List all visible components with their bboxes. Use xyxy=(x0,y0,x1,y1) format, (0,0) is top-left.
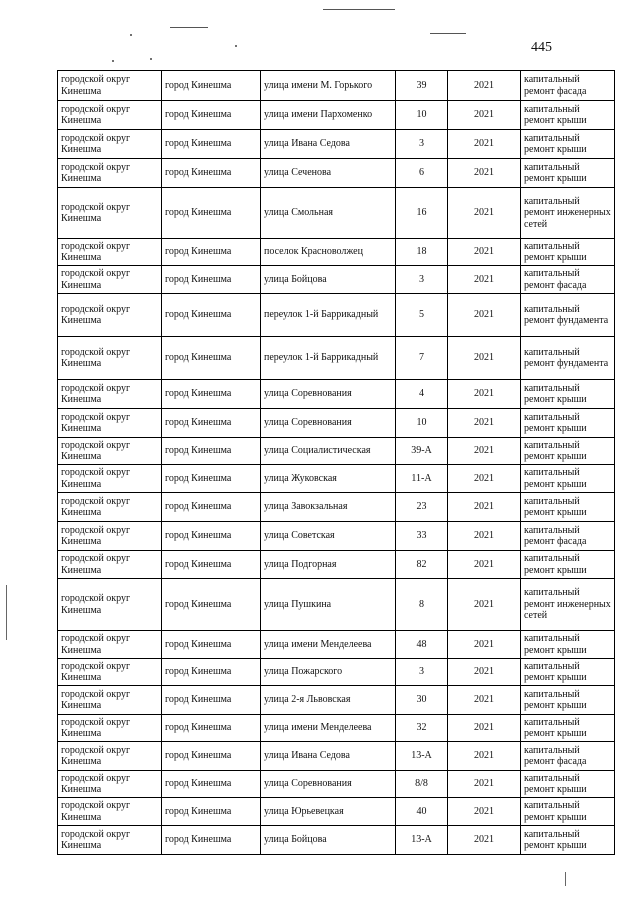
house-number-cell: 8/8 xyxy=(396,771,448,798)
year-cell: 2021 xyxy=(448,826,521,855)
city-cell: город Кинешма xyxy=(162,266,261,294)
city-cell: город Кинешма xyxy=(162,659,261,686)
table-row xyxy=(58,266,615,294)
street-cell: улица Пушкина xyxy=(261,579,396,631)
house-number-cell: 23 xyxy=(396,493,448,522)
district-cell: городской округ Кинешма xyxy=(58,188,162,239)
table-row xyxy=(58,522,615,551)
scan-artifact-line xyxy=(430,33,466,34)
table-row xyxy=(58,188,615,239)
street-cell: улица 2-я Львовская xyxy=(261,686,396,715)
repair-type-cell: капитальный ремонт крыши xyxy=(521,159,615,188)
city-cell: город Кинешма xyxy=(162,771,261,798)
street-cell: улица имени Менделеева xyxy=(261,631,396,659)
house-number-cell: 40 xyxy=(396,798,448,826)
repair-type-cell: капитальный ремонт крыши xyxy=(521,380,615,409)
city-cell: город Кинешма xyxy=(162,551,261,579)
district-cell: городской округ Кинешма xyxy=(58,438,162,465)
year-cell: 2021 xyxy=(448,188,521,239)
street-cell: улица Ивана Седова xyxy=(261,130,396,159)
city-cell: город Кинешма xyxy=(162,826,261,855)
table-row xyxy=(58,715,615,742)
street-cell: улица Соревнования xyxy=(261,380,396,409)
repair-type-cell: капитальный ремонт крыши xyxy=(521,631,615,659)
district-cell: городской округ Кинешма xyxy=(58,771,162,798)
year-cell: 2021 xyxy=(448,798,521,826)
house-number-cell: 39-А xyxy=(396,438,448,465)
house-number-cell: 18 xyxy=(396,239,448,266)
repair-type-cell: капитальный ремонт крыши xyxy=(521,409,615,438)
district-cell: городской округ Кинешма xyxy=(58,579,162,631)
district-cell: городской округ Кинешма xyxy=(58,266,162,294)
repair-type-cell: капитальный ремонт крыши xyxy=(521,101,615,130)
house-number-cell: 6 xyxy=(396,159,448,188)
table-row xyxy=(58,294,615,337)
street-cell: улица имени Менделеева xyxy=(261,715,396,742)
street-cell: поселок Красноволжец xyxy=(261,239,396,266)
house-number-cell: 16 xyxy=(396,188,448,239)
table-row xyxy=(58,551,615,579)
year-cell: 2021 xyxy=(448,337,521,380)
city-cell: город Кинешма xyxy=(162,239,261,266)
street-cell: переулок 1-й Баррикадный xyxy=(261,294,396,337)
city-cell: город Кинешма xyxy=(162,715,261,742)
city-cell: город Кинешма xyxy=(162,493,261,522)
district-cell: городской округ Кинешма xyxy=(58,239,162,266)
repair-type-cell: капитальный ремонт крыши xyxy=(521,826,615,855)
district-cell: городской округ Кинешма xyxy=(58,159,162,188)
district-cell: городской округ Кинешма xyxy=(58,465,162,493)
house-number-cell: 39 xyxy=(396,71,448,101)
repair-type-cell: капитальный ремонт крыши xyxy=(521,659,615,686)
city-cell: город Кинешма xyxy=(162,188,261,239)
city-cell: город Кинешма xyxy=(162,380,261,409)
city-cell: город Кинешма xyxy=(162,337,261,380)
street-cell: улица Бойцова xyxy=(261,826,396,855)
repair-type-cell: капитальный ремонт крыши xyxy=(521,493,615,522)
year-cell: 2021 xyxy=(448,631,521,659)
table-row xyxy=(58,159,615,188)
scan-artifact-vline xyxy=(6,585,7,640)
repair-type-cell: капитальный ремонт фасада xyxy=(521,522,615,551)
city-cell: город Кинешма xyxy=(162,101,261,130)
street-cell: улица Бойцова xyxy=(261,266,396,294)
repair-type-cell: капитальный ремонт фасада xyxy=(521,71,615,101)
table-row xyxy=(58,798,615,826)
year-cell: 2021 xyxy=(448,294,521,337)
year-cell: 2021 xyxy=(448,159,521,188)
city-cell: город Кинешма xyxy=(162,631,261,659)
house-number-cell: 33 xyxy=(396,522,448,551)
page-number: 445 xyxy=(531,40,552,55)
city-cell: город Кинешма xyxy=(162,438,261,465)
year-cell: 2021 xyxy=(448,715,521,742)
city-cell: город Кинешма xyxy=(162,522,261,551)
year-cell: 2021 xyxy=(448,493,521,522)
street-cell: улица Сеченова xyxy=(261,159,396,188)
repair-type-cell: капитальный ремонт фундамента xyxy=(521,337,615,380)
house-number-cell: 13-А xyxy=(396,826,448,855)
city-cell: город Кинешма xyxy=(162,130,261,159)
repair-type-cell: капитальный ремонт крыши xyxy=(521,438,615,465)
table-row xyxy=(58,438,615,465)
scan-artifact-dot xyxy=(130,34,132,36)
year-cell: 2021 xyxy=(448,551,521,579)
street-cell: улица Соревнования xyxy=(261,771,396,798)
city-cell: город Кинешма xyxy=(162,798,261,826)
house-number-cell: 13-А xyxy=(396,742,448,771)
table-row xyxy=(58,101,615,130)
street-cell: переулок 1-й Баррикадный xyxy=(261,337,396,380)
house-number-cell: 5 xyxy=(396,294,448,337)
house-number-cell: 8 xyxy=(396,579,448,631)
house-number-cell: 7 xyxy=(396,337,448,380)
table-row xyxy=(58,579,615,631)
house-number-cell: 32 xyxy=(396,715,448,742)
city-cell: город Кинешма xyxy=(162,742,261,771)
year-cell: 2021 xyxy=(448,380,521,409)
city-cell: город Кинешма xyxy=(162,71,261,101)
table-row xyxy=(58,239,615,266)
repair-type-cell: капитальный ремонт крыши xyxy=(521,465,615,493)
street-cell: улица Социалистическая xyxy=(261,438,396,465)
table-row xyxy=(58,771,615,798)
table-row xyxy=(58,71,615,101)
street-cell: улица Смольная xyxy=(261,188,396,239)
scan-artifact-line xyxy=(323,9,395,10)
city-cell: город Кинешма xyxy=(162,465,261,493)
district-cell: городской округ Кинешма xyxy=(58,130,162,159)
street-cell: улица Жуковская xyxy=(261,465,396,493)
table-row xyxy=(58,742,615,771)
repair-type-cell: капитальный ремонт крыши xyxy=(521,798,615,826)
district-cell: городской округ Кинешма xyxy=(58,826,162,855)
repair-type-cell: капитальный ремонт фундамента xyxy=(521,294,615,337)
year-cell: 2021 xyxy=(448,409,521,438)
district-cell: городской округ Кинешма xyxy=(58,742,162,771)
repair-type-cell: капитальный ремонт фасада xyxy=(521,266,615,294)
district-cell: городской округ Кинешма xyxy=(58,337,162,380)
house-number-cell: 10 xyxy=(396,101,448,130)
house-number-cell: 3 xyxy=(396,266,448,294)
district-cell: городской округ Кинешма xyxy=(58,798,162,826)
repair-type-cell: капитальный ремонт инженерных сетей xyxy=(521,188,615,239)
district-cell: городской округ Кинешма xyxy=(58,380,162,409)
year-cell: 2021 xyxy=(448,239,521,266)
repair-type-cell: капитальный ремонт крыши xyxy=(521,715,615,742)
year-cell: 2021 xyxy=(448,686,521,715)
street-cell: улица Ивана Седова xyxy=(261,742,396,771)
repair-type-cell: капитальный ремонт крыши xyxy=(521,239,615,266)
street-cell: улица Пожарского xyxy=(261,659,396,686)
house-number-cell: 11-А xyxy=(396,465,448,493)
year-cell: 2021 xyxy=(448,465,521,493)
house-number-cell: 82 xyxy=(396,551,448,579)
district-cell: городской округ Кинешма xyxy=(58,551,162,579)
street-cell: улица Завокзальная xyxy=(261,493,396,522)
street-cell: улица Юрьевецкая xyxy=(261,798,396,826)
house-number-cell: 3 xyxy=(396,130,448,159)
street-cell: улица Подгорная xyxy=(261,551,396,579)
table-body xyxy=(58,71,615,855)
year-cell: 2021 xyxy=(448,742,521,771)
scan-artifact-dot xyxy=(150,58,152,60)
house-number-cell: 4 xyxy=(396,380,448,409)
street-cell: улица Соревнования xyxy=(261,409,396,438)
house-number-cell: 3 xyxy=(396,659,448,686)
district-cell: городской округ Кинешма xyxy=(58,101,162,130)
table-row xyxy=(58,631,615,659)
district-cell: городской округ Кинешма xyxy=(58,686,162,715)
year-cell: 2021 xyxy=(448,771,521,798)
district-cell: городской округ Кинешма xyxy=(58,294,162,337)
street-cell: улица имени М. Горького xyxy=(261,71,396,101)
table-row xyxy=(58,409,615,438)
house-number-cell: 30 xyxy=(396,686,448,715)
city-cell: город Кинешма xyxy=(162,409,261,438)
table-row xyxy=(58,380,615,409)
city-cell: город Кинешма xyxy=(162,686,261,715)
table-row xyxy=(58,659,615,686)
table-row xyxy=(58,493,615,522)
year-cell: 2021 xyxy=(448,71,521,101)
scan-artifact-dot xyxy=(112,60,114,62)
year-cell: 2021 xyxy=(448,101,521,130)
city-cell: город Кинешма xyxy=(162,579,261,631)
house-number-cell: 10 xyxy=(396,409,448,438)
scan-artifact-dot xyxy=(235,45,237,47)
year-cell: 2021 xyxy=(448,438,521,465)
district-cell: городской округ Кинешма xyxy=(58,659,162,686)
district-cell: городской округ Кинешма xyxy=(58,631,162,659)
repair-type-cell: капитальный ремонт крыши xyxy=(521,686,615,715)
table-row xyxy=(58,337,615,380)
year-cell: 2021 xyxy=(448,659,521,686)
repair-type-cell: капитальный ремонт инженерных сетей xyxy=(521,579,615,631)
table-row xyxy=(58,130,615,159)
street-cell: улица Советская xyxy=(261,522,396,551)
district-cell: городской округ Кинешма xyxy=(58,409,162,438)
city-cell: город Кинешма xyxy=(162,294,261,337)
scan-artifact-line xyxy=(170,27,208,28)
district-cell: городской округ Кинешма xyxy=(58,71,162,101)
repair-type-cell: капитальный ремонт крыши xyxy=(521,771,615,798)
table-row xyxy=(58,465,615,493)
district-cell: городской округ Кинешма xyxy=(58,493,162,522)
repair-type-cell: капитальный ремонт крыши xyxy=(521,551,615,579)
house-number-cell: 48 xyxy=(396,631,448,659)
district-cell: городской округ Кинешма xyxy=(58,522,162,551)
year-cell: 2021 xyxy=(448,522,521,551)
table-row xyxy=(58,686,615,715)
year-cell: 2021 xyxy=(448,266,521,294)
district-cell: городской округ Кинешма xyxy=(58,715,162,742)
repair-type-cell: капитальный ремонт крыши xyxy=(521,130,615,159)
year-cell: 2021 xyxy=(448,579,521,631)
scan-artifact-vline xyxy=(565,872,566,886)
housing-repair-table xyxy=(57,70,615,855)
street-cell: улица имени Пархоменко xyxy=(261,101,396,130)
year-cell: 2021 xyxy=(448,130,521,159)
city-cell: город Кинешма xyxy=(162,159,261,188)
repair-type-cell: капитальный ремонт фасада xyxy=(521,742,615,771)
table-row xyxy=(58,826,615,855)
